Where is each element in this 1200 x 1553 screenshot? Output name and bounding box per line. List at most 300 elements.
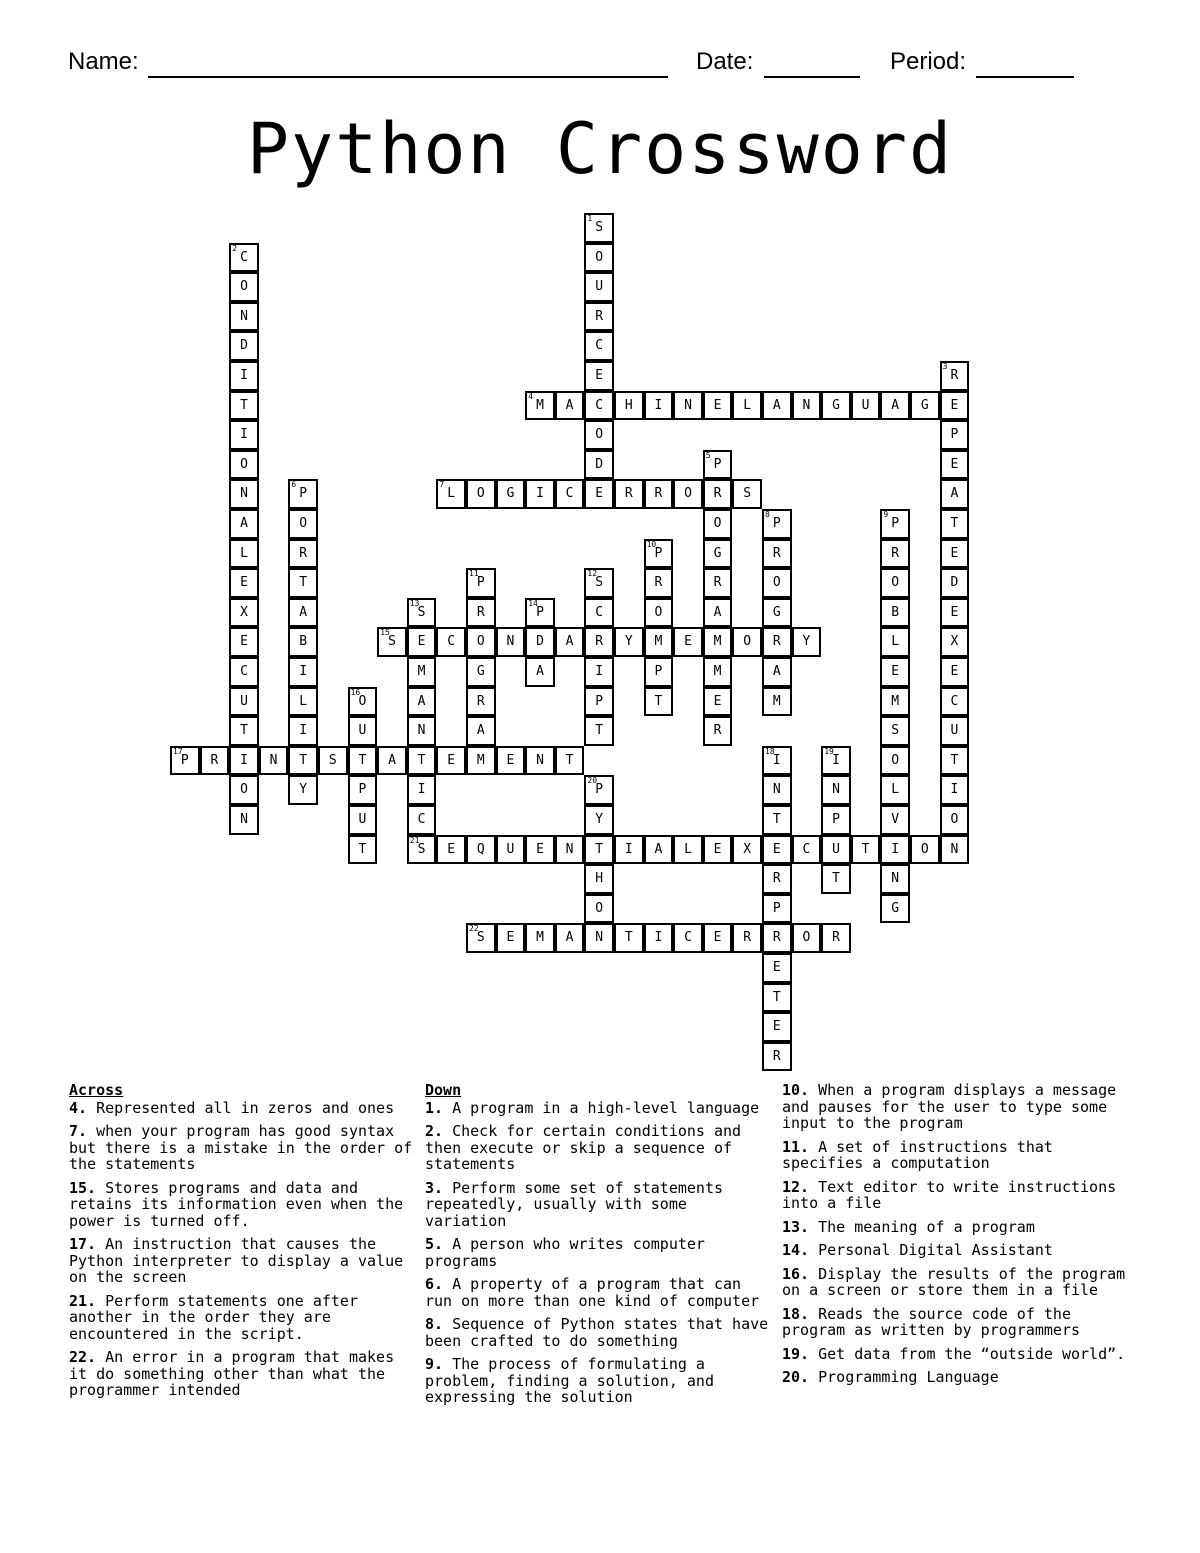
clue-item: [69, 1180, 414, 1230]
cell-letter: T: [240, 723, 248, 739]
grid-cell[interactable]: [584, 835, 614, 865]
grid-cell[interactable]: [762, 775, 792, 805]
cell-letter: N: [772, 782, 781, 798]
grid-cell[interactable]: [762, 598, 792, 628]
grid-cell[interactable]: [940, 598, 970, 628]
cell-letter: O: [240, 782, 248, 798]
cell-letter: T: [299, 575, 308, 591]
cell-letter: E: [891, 664, 900, 679]
clue-item: [69, 1349, 414, 1399]
grid-cell[interactable]: [229, 746, 259, 776]
clue-number: 3: [942, 362, 948, 371]
grid-cell[interactable]: [584, 598, 614, 628]
grid-cell[interactable]: [584, 391, 614, 421]
grid-cell[interactable]: [318, 746, 348, 776]
grid-cell[interactable]: [940, 657, 970, 687]
clue-item: [425, 1100, 770, 1117]
grid-cell[interactable]: [584, 420, 614, 450]
grid-cell[interactable]: [762, 568, 792, 598]
cell-letter: A: [891, 397, 900, 413]
grid-cell[interactable]: [584, 805, 614, 835]
grid-cell[interactable]: [732, 479, 762, 509]
grid-cell[interactable]: [229, 509, 259, 539]
cell-letter: E: [772, 960, 781, 975]
grid-cell[interactable]: [880, 568, 910, 598]
cell-letter: I: [950, 782, 959, 798]
grid-cell[interactable]: [584, 213, 614, 243]
grid-cell[interactable]: [466, 627, 496, 657]
grid-cell[interactable]: [407, 775, 437, 805]
grid-cell[interactable]: [229, 775, 259, 805]
grid-cell[interactable]: [703, 687, 733, 717]
cell-letter: E: [950, 664, 959, 679]
grid-cell[interactable]: [584, 450, 614, 480]
cell-letter: O: [920, 841, 929, 857]
grid-cell[interactable]: [229, 420, 259, 450]
down-heading: Down: [425, 1081, 462, 1099]
grid-cell[interactable]: [644, 627, 674, 657]
grid-cell[interactable]: [259, 746, 289, 776]
grid-cell[interactable]: [496, 923, 526, 953]
grid-cell[interactable]: [229, 361, 259, 391]
grid-cell[interactable]: [496, 479, 526, 509]
grid-cell[interactable]: [584, 775, 614, 805]
grid-cell[interactable]: [821, 835, 851, 865]
grid-cell[interactable]: [525, 479, 555, 509]
grid-cell[interactable]: [584, 657, 614, 687]
grid-cell[interactable]: [762, 1012, 792, 1042]
grid-cell[interactable]: [792, 835, 822, 865]
grid-cell[interactable]: [466, 657, 496, 687]
grid-cell[interactable]: [851, 391, 881, 421]
grid-cell[interactable]: [940, 687, 970, 717]
grid-cell[interactable]: [644, 657, 674, 687]
cell-letter: U: [240, 693, 248, 709]
grid-cell[interactable]: [466, 746, 496, 776]
cell-letter: R: [772, 545, 781, 561]
cell-letter: I: [240, 752, 248, 768]
grid-cell[interactable]: [288, 716, 318, 746]
grid-cell[interactable]: [584, 361, 614, 391]
grid-cell[interactable]: [584, 243, 614, 273]
grid-cell[interactable]: [762, 687, 792, 717]
grid-cell[interactable]: [762, 983, 792, 1013]
grid-cell[interactable]: [348, 716, 378, 746]
grid-cell[interactable]: [732, 923, 762, 953]
cell-letter: I: [772, 752, 781, 768]
grid-cell[interactable]: [555, 835, 585, 865]
clue-number: 15.: [69, 1178, 97, 1197]
grid-cell[interactable]: [466, 923, 496, 953]
cell-letter: P: [654, 664, 663, 679]
grid-cell[interactable]: [288, 568, 318, 598]
grid-cell[interactable]: [348, 775, 378, 805]
cell-letter: I: [417, 782, 426, 798]
grid-cell[interactable]: [525, 923, 555, 953]
cell-letter: R: [595, 634, 604, 650]
grid-cell[interactable]: [940, 450, 970, 480]
grid-cell[interactable]: [792, 391, 822, 421]
cell-letter: P: [832, 812, 840, 827]
grid-cell[interactable]: [614, 479, 644, 509]
grid-cell[interactable]: [732, 835, 762, 865]
grid-cell[interactable]: [555, 627, 585, 657]
grid-cell[interactable]: [673, 391, 703, 421]
grid-cell[interactable]: [880, 539, 910, 569]
grid-cell[interactable]: [940, 420, 970, 450]
grid-cell[interactable]: [525, 657, 555, 687]
grid-cell[interactable]: [288, 479, 318, 509]
grid-cell[interactable]: [200, 746, 230, 776]
grid-cell[interactable]: [496, 746, 526, 776]
clue-number: 11: [469, 569, 479, 579]
cell-letter: R: [476, 604, 485, 620]
cell-letter: N: [240, 308, 248, 324]
cell-letter: O: [595, 427, 604, 443]
cell-letter: U: [832, 841, 840, 857]
grid-cell[interactable]: [407, 627, 437, 657]
grid-cell[interactable]: [555, 746, 585, 776]
grid-cell[interactable]: [229, 716, 259, 746]
cell-letter: E: [950, 397, 959, 413]
grid-cell[interactable]: [880, 864, 910, 894]
grid-cell[interactable]: [436, 835, 466, 865]
grid-cell[interactable]: [762, 627, 792, 657]
grid-cell[interactable]: [880, 509, 910, 539]
grid-cell[interactable]: [229, 805, 259, 835]
cell-letter: M: [536, 930, 544, 946]
grid-cell[interactable]: [703, 568, 733, 598]
grid-cell[interactable]: [762, 657, 792, 687]
clue-number: 22: [469, 924, 479, 934]
grid-cell[interactable]: [436, 627, 466, 657]
grid-cell[interactable]: [555, 391, 585, 421]
clue-text: Programming Language: [809, 1368, 999, 1386]
grid-cell[interactable]: [496, 627, 526, 657]
grid-cell[interactable]: [466, 479, 496, 509]
grid-cell[interactable]: [377, 746, 407, 776]
grid-cell[interactable]: [880, 775, 910, 805]
grid-cell[interactable]: [288, 539, 318, 569]
cell-letter: T: [654, 693, 663, 709]
grid-cell[interactable]: [644, 687, 674, 717]
cell-letter: N: [269, 752, 278, 768]
grid-cell[interactable]: [496, 835, 526, 865]
grid-cell[interactable]: [584, 479, 614, 509]
grid-cell[interactable]: [288, 746, 318, 776]
grid-cell[interactable]: [880, 746, 910, 776]
cell-letter: L: [891, 634, 900, 650]
grid-cell[interactable]: [703, 923, 733, 953]
grid-cell[interactable]: [584, 302, 614, 332]
grid-cell[interactable]: [614, 627, 644, 657]
grid-cell[interactable]: [762, 509, 792, 539]
grid-cell[interactable]: [229, 598, 259, 628]
grid-cell[interactable]: [821, 775, 851, 805]
grid-cell[interactable]: [584, 568, 614, 598]
grid-cell[interactable]: [673, 627, 703, 657]
grid-cell[interactable]: [940, 805, 970, 835]
cell-letter: R: [772, 871, 781, 887]
grid-cell[interactable]: [821, 923, 851, 953]
grid-cell[interactable]: [940, 627, 970, 657]
grid-cell[interactable]: [525, 746, 555, 776]
cell-letter: I: [299, 664, 308, 679]
grid-cell[interactable]: [940, 568, 970, 598]
cell-letter: V: [891, 812, 900, 827]
clue-item: [782, 1139, 1132, 1172]
clue-number: 9.: [425, 1355, 444, 1373]
grid-cell[interactable]: [880, 657, 910, 687]
grid-cell[interactable]: [407, 716, 437, 746]
grid-cell[interactable]: [525, 598, 555, 628]
grid-cell[interactable]: [703, 539, 733, 569]
cell-letter: T: [417, 752, 426, 768]
page-title: Python Crossword: [246, 108, 954, 190]
grid-cell[interactable]: [880, 894, 910, 924]
clue-text: Reads the source code of the program as written by programmers: [782, 1304, 1081, 1339]
grid-cell[interactable]: [792, 923, 822, 953]
grid-cell[interactable]: [229, 627, 259, 657]
grid-cell[interactable]: [732, 627, 762, 657]
grid-cell[interactable]: [229, 568, 259, 598]
grid-cell[interactable]: [466, 835, 496, 865]
grid-cell[interactable]: [762, 953, 792, 983]
grid-cell[interactable]: [940, 479, 970, 509]
grid-cell[interactable]: [880, 687, 910, 717]
cell-letter: E: [713, 397, 722, 413]
grid-cell[interactable]: [466, 687, 496, 717]
clue-number: 21: [409, 835, 420, 845]
grid-cell[interactable]: [940, 775, 970, 805]
grid-cell[interactable]: [555, 479, 585, 509]
grid-cell[interactable]: [407, 746, 437, 776]
grid-cell[interactable]: [940, 746, 970, 776]
cell-letter: L: [743, 397, 752, 413]
clue-number: 12.: [782, 1177, 810, 1196]
cell-letter: A: [240, 516, 248, 531]
grid-cell[interactable]: [762, 835, 792, 865]
cell-letter: X: [950, 634, 959, 650]
clue-number: 13: [409, 598, 420, 608]
grid-cell[interactable]: [762, 864, 792, 894]
grid-cell[interactable]: [940, 391, 970, 421]
cell-letter: X: [743, 841, 752, 857]
grid-cell[interactable]: [348, 805, 378, 835]
cell-letter: U: [358, 723, 367, 739]
grid-cell[interactable]: [436, 479, 466, 509]
grid-cell[interactable]: [703, 479, 733, 509]
grid-cell[interactable]: [229, 302, 259, 332]
grid-cell[interactable]: [584, 627, 614, 657]
grid-cell[interactable]: [614, 923, 644, 953]
grid-cell[interactable]: [525, 835, 555, 865]
grid-cell[interactable]: [614, 391, 644, 421]
grid-cell[interactable]: [348, 687, 378, 717]
grid-cell[interactable]: [229, 539, 259, 569]
grid-cell[interactable]: [584, 894, 614, 924]
cell-letter: R: [476, 693, 485, 709]
grid-cell[interactable]: [584, 687, 614, 717]
cell-letter: I: [832, 752, 840, 768]
clue-text: The process of formulating a problem, finding a solution, and expressing the solution: [425, 1355, 714, 1406]
cell-letter: S: [476, 930, 485, 946]
grid-cell[interactable]: [910, 391, 940, 421]
cell-letter: I: [240, 427, 248, 443]
grid-cell[interactable]: [703, 391, 733, 421]
grid-cell[interactable]: [377, 627, 407, 657]
cell-letter: R: [210, 752, 219, 768]
cell-letter: P: [654, 545, 663, 561]
grid-cell[interactable]: [466, 716, 496, 746]
grid-cell[interactable]: [288, 657, 318, 687]
grid-cell[interactable]: [229, 243, 259, 273]
grid-cell[interactable]: [880, 391, 910, 421]
grid-cell[interactable]: [644, 835, 674, 865]
grid-cell[interactable]: [644, 391, 674, 421]
grid-cell[interactable]: [762, 923, 792, 953]
grid-cell[interactable]: [466, 568, 496, 598]
grid-cell[interactable]: [880, 835, 910, 865]
grid-cell[interactable]: [821, 391, 851, 421]
grid-cell[interactable]: [288, 509, 318, 539]
cell-letter: U: [595, 279, 604, 295]
cell-letter: G: [772, 604, 781, 620]
grid-cell[interactable]: [880, 805, 910, 835]
grid-cell[interactable]: [525, 627, 555, 657]
grid-cell[interactable]: [644, 568, 674, 598]
grid-cell[interactable]: [673, 835, 703, 865]
clue-text: Get data from the “outside world”.: [809, 1344, 1126, 1363]
cell-letter: R: [299, 545, 308, 561]
grid-cell[interactable]: [673, 923, 703, 953]
grid-cell[interactable]: [880, 598, 910, 628]
cell-letter: R: [772, 634, 781, 650]
grid-cell[interactable]: [762, 894, 792, 924]
grid-cell[interactable]: [407, 687, 437, 717]
grid-cell[interactable]: [732, 391, 762, 421]
cell-letter: M: [891, 693, 900, 709]
clue-text: Perform statements one after another in the order they are encountered in the script.: [69, 1291, 358, 1343]
grid-cell[interactable]: [348, 746, 378, 776]
grid-cell[interactable]: [407, 657, 437, 687]
grid-cell[interactable]: [407, 835, 437, 865]
grid-cell[interactable]: [821, 864, 851, 894]
grid-cell[interactable]: [229, 272, 259, 302]
cell-letter: L: [447, 486, 456, 502]
grid-cell[interactable]: [940, 539, 970, 569]
grid-cell[interactable]: [229, 450, 259, 480]
cell-letter: T: [299, 752, 308, 768]
cell-letter: T: [861, 841, 870, 857]
clue-number: 13.: [782, 1217, 810, 1236]
grid-cell[interactable]: [644, 479, 674, 509]
grid-cell[interactable]: [792, 627, 822, 657]
cell-letter: A: [299, 604, 308, 620]
grid-cell[interactable]: [940, 361, 970, 391]
grid-cell[interactable]: [229, 479, 259, 509]
cell-letter: T: [950, 516, 959, 531]
clue-text: A set of instructions that specifies a computation: [782, 1137, 1053, 1172]
grid-cell[interactable]: [644, 923, 674, 953]
grid-cell[interactable]: [851, 835, 881, 865]
cell-letter: N: [950, 841, 959, 857]
grid-cell[interactable]: [466, 598, 496, 628]
cell-letter: S: [417, 841, 426, 857]
grid-cell[interactable]: [644, 539, 674, 569]
grid-cell[interactable]: [348, 835, 378, 865]
cell-letter: P: [476, 575, 485, 591]
grid-cell[interactable]: [170, 746, 200, 776]
cell-letter: S: [328, 752, 337, 768]
grid-cell[interactable]: [407, 805, 437, 835]
grid-cell[interactable]: [821, 746, 851, 776]
grid-cell[interactable]: [288, 687, 318, 717]
grid-cell[interactable]: [614, 835, 644, 865]
grid-cell[interactable]: [703, 598, 733, 628]
grid-cell[interactable]: [229, 391, 259, 421]
grid-cell[interactable]: [644, 598, 674, 628]
cell-letter: O: [476, 634, 485, 650]
grid-cell[interactable]: [584, 923, 614, 953]
cell-letter: O: [476, 486, 485, 502]
grid-cell[interactable]: [762, 539, 792, 569]
grid-cell[interactable]: [762, 391, 792, 421]
grid-cell[interactable]: [288, 627, 318, 657]
cell-letter: G: [891, 900, 900, 916]
grid-cell[interactable]: [436, 746, 466, 776]
grid-cell[interactable]: [288, 775, 318, 805]
grid-cell[interactable]: [910, 835, 940, 865]
grid-cell[interactable]: [584, 864, 614, 894]
clue-item: [69, 1293, 414, 1343]
grid-cell[interactable]: [703, 657, 733, 687]
grid-cell[interactable]: [229, 687, 259, 717]
grid-cell[interactable]: [584, 272, 614, 302]
clue-number: 15: [380, 628, 390, 638]
grid-cell[interactable]: [703, 627, 733, 657]
grid-cell[interactable]: [673, 479, 703, 509]
grid-cell[interactable]: [940, 716, 970, 746]
cell-letter: T: [595, 841, 604, 857]
grid-cell[interactable]: [821, 805, 851, 835]
grid-cell[interactable]: [703, 509, 733, 539]
grid-cell[interactable]: [762, 1042, 792, 1072]
grid-cell[interactable]: [525, 391, 555, 421]
grid-cell[interactable]: [555, 923, 585, 953]
grid-cell[interactable]: [229, 657, 259, 687]
grid-cell[interactable]: [584, 331, 614, 361]
grid-cell[interactable]: [288, 598, 318, 628]
grid-cell[interactable]: [407, 598, 437, 628]
grid-cell[interactable]: [703, 716, 733, 746]
clue-number: 20: [587, 776, 598, 786]
grid-cell[interactable]: [229, 331, 259, 361]
cell-letter: P: [595, 782, 604, 798]
grid-cell[interactable]: [940, 835, 970, 865]
grid-cell[interactable]: [703, 835, 733, 865]
grid-cell[interactable]: [880, 627, 910, 657]
clue-text: Perform some set of statements repeatedly, usually with some variation: [425, 1178, 724, 1230]
cell-letter: E: [240, 575, 248, 591]
clue-item: [425, 1123, 770, 1173]
grid-cell[interactable]: [762, 805, 792, 835]
grid-cell[interactable]: [584, 716, 614, 746]
grid-cell[interactable]: [703, 450, 733, 480]
grid-cell[interactable]: [762, 746, 792, 776]
grid-cell[interactable]: [940, 509, 970, 539]
grid-cell[interactable]: [880, 716, 910, 746]
